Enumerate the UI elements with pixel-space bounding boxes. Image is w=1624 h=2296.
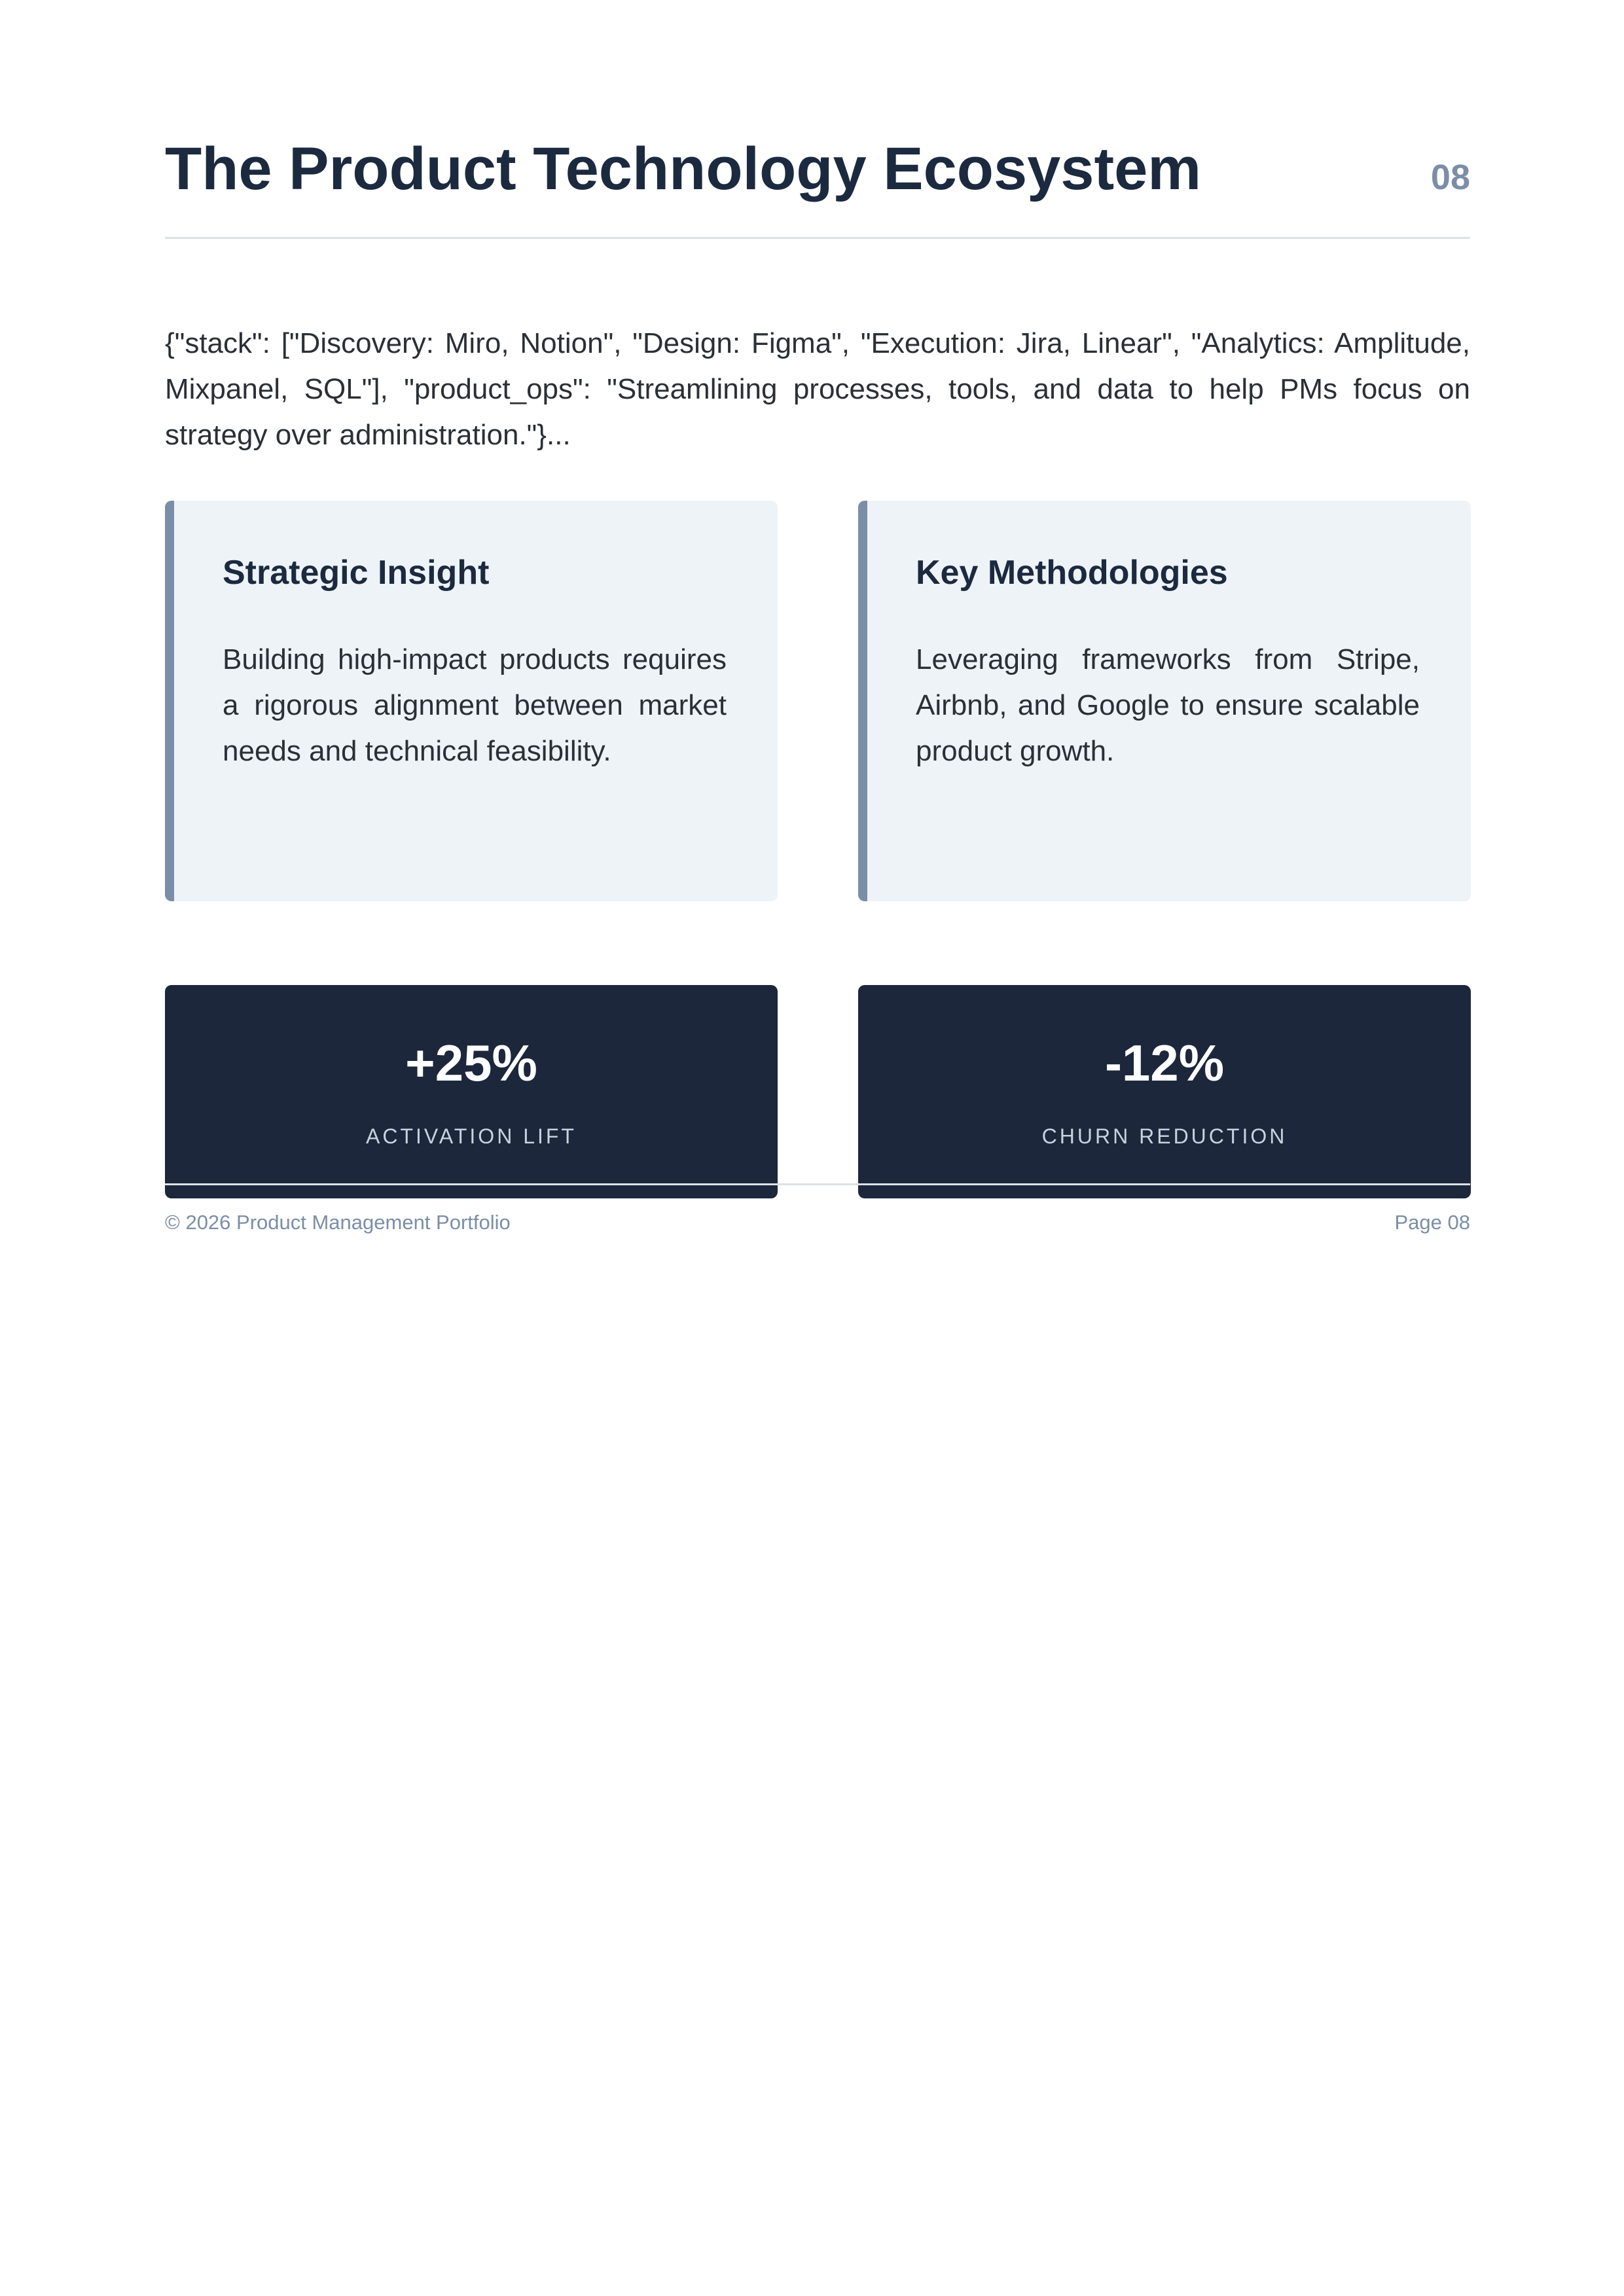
stat-value: +25%	[405, 1034, 537, 1092]
strategic-insight-card	[165, 501, 778, 901]
footer-divider	[165, 1183, 1470, 1185]
churn-reduction-stat	[858, 985, 1471, 1198]
key-methodologies-card	[858, 501, 1471, 901]
card-body: Leveraging frameworks from Stripe, Airbnb, and Google to ensure scalable product growth.	[916, 643, 1420, 767]
footer-copyright: © 2026 Product Management Portfolio	[165, 1211, 511, 1234]
card-body: Building high-impact products requires a rigorous alignment between market needs and technical feasibility.	[223, 643, 727, 767]
page-footer	[165, 1211, 1470, 1237]
card-title: Strategic Insight	[223, 554, 490, 592]
activation-lift-stat	[165, 985, 778, 1198]
stat-label: ACTIVATION LIFT	[366, 1124, 577, 1148]
stat-value: -12%	[1104, 1034, 1225, 1092]
footer-page-number: Page 08	[1394, 1211, 1470, 1234]
page-header	[165, 124, 1470, 239]
page-title: The Product Technology Ecosystem	[165, 135, 1202, 202]
intro-paragraph: {"stack": ["Discovery: Miro, Notion", "Design: Figma", "Execution: Jira, Linear", "Analytics: Amplitude, Mixpanel, SQL"], "product_ops": "Streamlining processes, tools, and data to help PMs focus on strategy over administration."}...	[165, 327, 1470, 451]
page-number: 08	[1430, 158, 1470, 197]
card-title: Key Methodologies	[916, 554, 1228, 592]
document-page	[165, 0, 1470, 2296]
stat-label: CHURN REDUCTION	[1041, 1124, 1288, 1148]
